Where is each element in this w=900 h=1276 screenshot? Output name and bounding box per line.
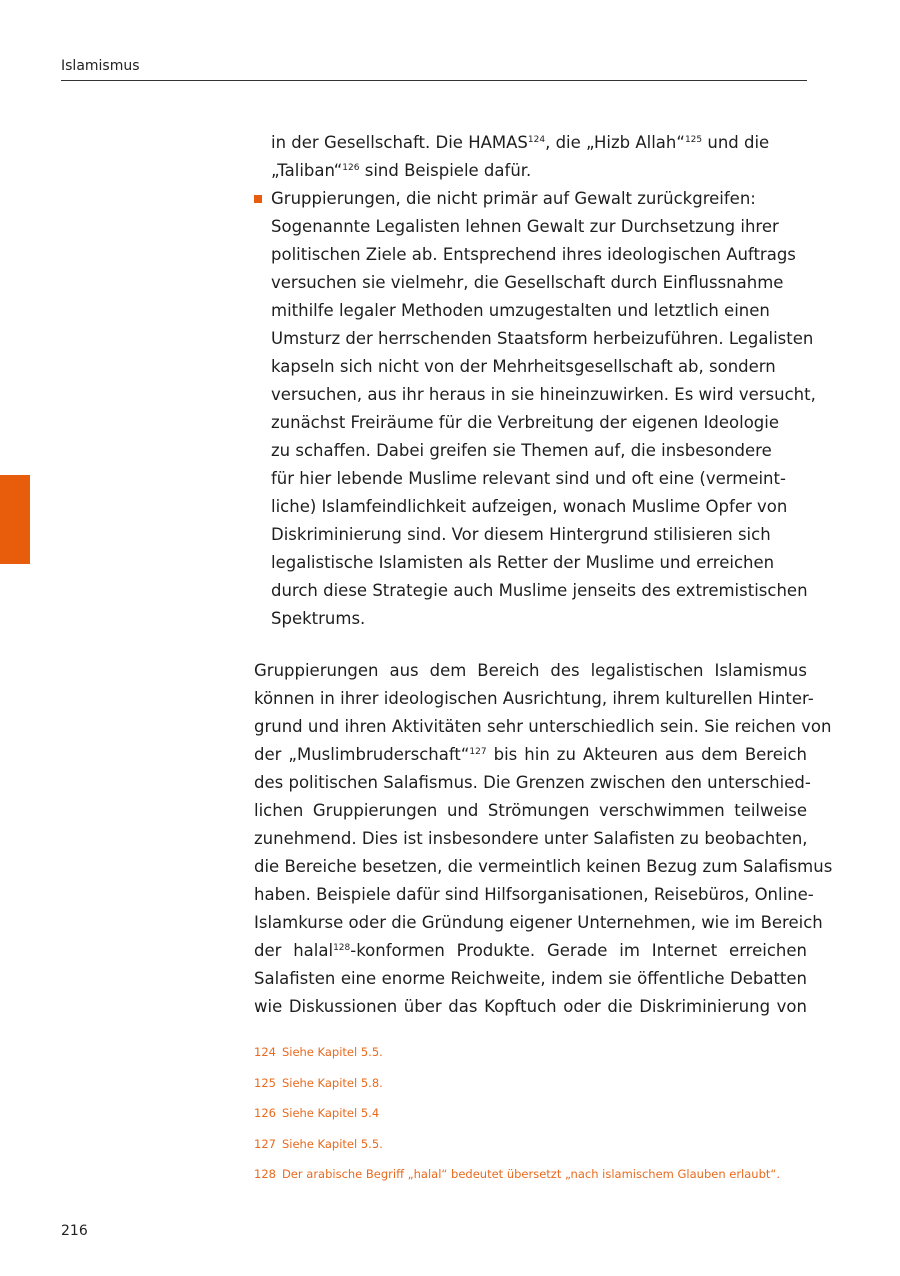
text-line: des politischen Salafismus. Die Grenzen zwischen den unterschied- (254, 773, 811, 792)
footnote-ref-125[interactable]: 125 (684, 135, 703, 145)
text-line: Spektrums. (271, 609, 366, 628)
footnote-text: Siehe Kapitel 5.5. (281, 1045, 383, 1059)
text-line: Sogenannte Legalisten lehnen Gewalt zur Durchsetzung ihrer (271, 217, 779, 236)
text-line: wie Diskussionen über das Kopftuch oder die Diskriminierung von (254, 997, 807, 1016)
text-span: , die „Hizb Allah“ (545, 133, 685, 152)
text-line (254, 937, 807, 965)
text-line (271, 129, 811, 157)
text-line: Umsturz der herrschenden Staatsform herbeizuführen. Legalisten (271, 329, 814, 348)
continued-list-item (271, 129, 811, 185)
text-line: zu schaffen. Dabei greifen sie Themen auf, die insbesondere (271, 441, 772, 460)
text-line: mithilfe legaler Methoden umzugestalten und letztlich einen (271, 301, 770, 320)
text-span: und die (702, 133, 770, 152)
text-span: „Taliban“ (271, 161, 343, 180)
text-line: versuchen, aus ihr heraus in sie hineinzuwirken. Es wird versucht, (271, 385, 816, 404)
footnote-number: 124 (254, 1045, 276, 1059)
footnote-ref-127[interactable]: 127 (469, 747, 487, 757)
text-line: grund und ihren Aktivitäten sehr unterschiedlich sein. Sie reichen von (254, 717, 832, 736)
page-number: 216 (61, 1223, 88, 1239)
body-paragraph (254, 657, 833, 1021)
text-line: für hier lebende Muslime relevant sind und oft eine (vermeint- (271, 469, 786, 488)
footnote-number: 126 (254, 1106, 276, 1120)
text-span: in der Gesellschaft. Die HAMAS (271, 133, 528, 152)
text-line: können in ihrer ideologischen Ausrichtung, ihrem kulturellen Hinter- (254, 689, 814, 708)
text-line: politischen Ziele ab. Entsprechend ihres ideologischen Auftrags (271, 245, 796, 264)
square-bullet-icon (254, 195, 262, 203)
footnote-number: 128 (254, 1167, 276, 1181)
footnote-text: Siehe Kapitel 5.5. (281, 1136, 383, 1151)
text-span: sind Beispiele dafür. (359, 161, 532, 180)
text-line: zunehmend. Dies ist insbesondere unter Salafisten zu beobachten, (254, 829, 808, 848)
text-span: der halal (254, 941, 334, 960)
text-line: kapseln sich nicht von der Mehrheitsgesellschaft ab, sondern (271, 357, 776, 376)
footnote-124 (254, 1045, 814, 1076)
text-line: Gruppierungen aus dem Bereich des legalistischen Islamismus (254, 661, 807, 680)
text-line: Salafisten eine enorme Reichweite, indem sie öffentliche Debatten (254, 969, 807, 988)
footnote-126 (254, 1106, 814, 1137)
text-line: Islamkurse oder die Gründung eigener Unternehmen, wie im Bereich (254, 913, 823, 932)
text-line: legalistische Islamisten als Retter der Muslime und erreichen (271, 553, 775, 572)
text-line (254, 741, 807, 769)
footnote-128 (254, 1167, 814, 1198)
footnote-125 (254, 1076, 814, 1107)
text-line: liche) Islamfeindlichkeit aufzeigen, wonach Muslime Opfer von (271, 497, 788, 516)
footnote-text: Der arabische Begriff „halal“ bedeutet übersetzt „nach islamischem Glauben erlaubt“. (281, 1167, 781, 1181)
footnote-ref-128[interactable]: 128 (333, 943, 351, 953)
footnote-ref-126[interactable]: 126 (342, 163, 360, 173)
text-line: die Bereiche besetzen, die vermeintlich keinen Bezug zum Salafismus (254, 857, 833, 876)
footnotes (254, 1045, 814, 1198)
footnote-127 (254, 1137, 814, 1168)
chapter-tab-marker (0, 475, 30, 564)
footnote-text: Siehe Kapitel 5.4 (281, 1106, 380, 1120)
footnote-ref-124[interactable]: 124 (527, 135, 546, 145)
text-line: Diskriminierung sind. Vor diesem Hintergrund stilisieren sich (271, 525, 771, 544)
footnote-number: 125 (254, 1075, 276, 1090)
text-line: durch diese Strategie auch Muslime jenseits des extremistischen (271, 581, 808, 600)
text-line: versuchen sie vielmehr, die Gesellschaft durch Einflussnahme (271, 273, 784, 292)
text-span: bis hin zu Akteuren aus dem Bereich (486, 745, 807, 764)
footnote-text: Siehe Kapitel 5.8. (281, 1075, 383, 1090)
footnote-number: 127 (254, 1136, 276, 1151)
bullet-list-item (271, 185, 816, 633)
text-line: haben. Beispiele dafür sind Hilfsorganisationen, Reisebüros, Online- (254, 885, 814, 904)
running-header: Islamismus (61, 58, 140, 74)
text-line: lichen Gruppierungen und Strömungen verschwimmen teilweise (254, 801, 807, 820)
text-line (271, 157, 811, 185)
text-line: zunächst Freiräume für die Verbreitung der eigenen Ideologie (271, 413, 780, 432)
text-line: Gruppierungen, die nicht primär auf Gewalt zurückgreifen: (271, 189, 756, 208)
header-divider (61, 80, 807, 81)
text-span: der „Muslimbruderschaft“ (254, 745, 470, 764)
text-span: -konformen Produkte. Gerade im Internet erreichen (350, 941, 807, 960)
